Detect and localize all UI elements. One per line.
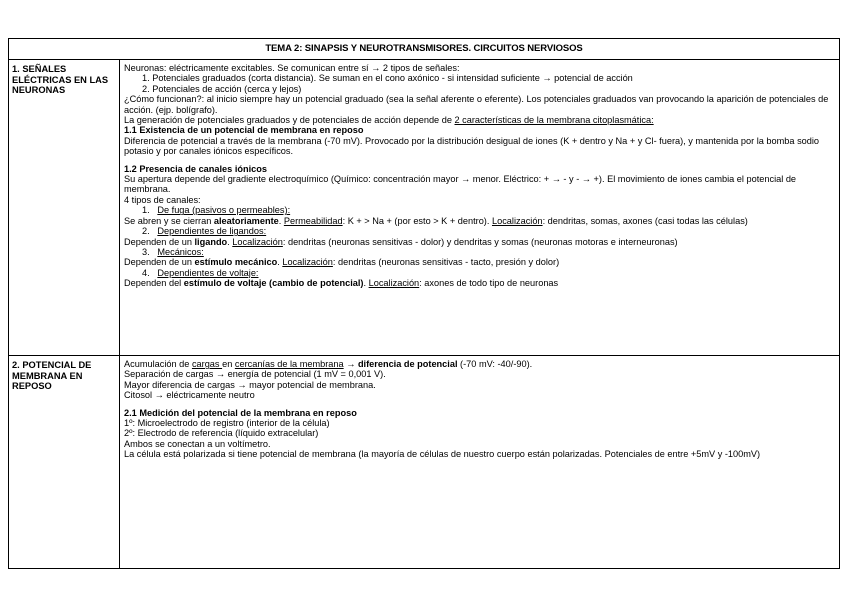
text-line: La célula está polarizada si tiene potencial de membrana (la mayoría de células de nuestro cuerpo están polarizadas. Potenciales de entre +5mV y -100mV): [124, 449, 761, 460]
list-item: 2. Potenciales de acción (cerca y lejos): [142, 83, 302, 94]
document-table: [8, 38, 840, 569]
list-item: 1. Potenciales graduados (corta distancia). Se suman en el cono axónico - si intensidad suficiente → potencial de acción: [142, 73, 633, 84]
subsection-title: 1.1 Existencia de un potencial de membrana en reposo: [124, 125, 364, 136]
page-title: TEMA 2: SINAPSIS Y NEUROTRANSMISORES. CIRCUITOS NERVIOSOS: [9, 39, 839, 60]
section-row-2: [9, 356, 839, 569]
list-item: 3. Mecánicos:: [142, 246, 204, 257]
text-line: Dependen del estímulo de voltaje (cambio de potencial). Localización: axones de todo tipo de neuronas: [124, 278, 559, 289]
list-item: 2. Dependientes de ligandos:: [142, 226, 267, 237]
text-line: 1º: Microelectrodo de registro (interior de la célula): [124, 418, 330, 429]
text-line: Diferencia de potencial a través de la membrana (-70 mV). Provocado por la distribución desigual de iones (K + dentro y Na + y Cl- fuera), y mantenida por la bomba sodio potasio y por canales iónicos específicos.: [124, 135, 820, 157]
text-line: Dependen de un estímulo mecánico. Localización: dendritas (neuronas sensitivas - tacto, presión y dolor): [124, 257, 560, 268]
section-row-1: [9, 60, 839, 356]
text-line: Su apertura depende del gradiente electroquímico (Químico: concentración mayor → menor. Eléctrico: + → - y - → +). El movimiento de iones cambia el potencial de membrana.: [124, 174, 797, 195]
text-line: Mayor diferencia de cargas → mayor potencial de membrana.: [124, 379, 376, 390]
text-line: Ambos se conectan a un voltímetro.: [124, 438, 271, 449]
text-line: Se abren y se cierran aleatoriamente. Permeabilidad: K + > Na + (por esto > K + dentro). Localización: dendritas, somas, axones (casi todas las células): [124, 215, 748, 226]
text-line: 2º: Electrodo de referencia (líquido extracelular): [124, 428, 319, 439]
list-item: 1. De fuga (pasivos o permeables):: [142, 205, 291, 216]
text-line: 4 tipos de canales:: [124, 194, 201, 205]
subsection-title: 1.2 Presencia de canales iónicos: [124, 163, 267, 174]
section-heading-1: 1. SEÑALES ELÉCTRICAS EN LAS NEURONAS: [9, 60, 120, 355]
text-line: Separación de cargas → energía de potencial (1 mV = 0,001 V).: [124, 369, 386, 380]
text-line: ¿Cómo funcionan?: al inicio siempre hay un potencial graduado (sea la señal aferente o eferente). Los potenciales graduados van provocando la aparición de potenciales de acción. (ejp. bolígrafo).: [124, 94, 829, 115]
section-content-2: [120, 356, 839, 569]
section-content-1: [120, 60, 839, 355]
section-heading-2: 2. POTENCIAL DE MEMBRANA EN REPOSO: [9, 356, 120, 569]
text-line: Citosol → eléctricamente neutro: [124, 390, 255, 401]
text-line: Dependen de un ligando. Localización: dendritas (neuronas sensitivas - dolor) y dendritas y somas (neuronas motoras e interneuronas): [124, 236, 678, 247]
text-line: La generación de potenciales graduados y de potenciales de acción depende de 2 características de la membrana citoplasmática:: [124, 115, 654, 126]
text-line: Acumulación de cargas en cercanías de la membrana → diferencia de potencial (-70 mV: -40/-90).: [124, 359, 533, 369]
subsection-title: 2.1 Medición del potencial de la membrana en reposo: [124, 407, 357, 418]
text-line: Neuronas: eléctricamente excitables. Se comunican entre sí → 2 tipos de señales:: [124, 63, 460, 73]
list-item: 4. Dependientes de voltaje:: [142, 267, 259, 278]
